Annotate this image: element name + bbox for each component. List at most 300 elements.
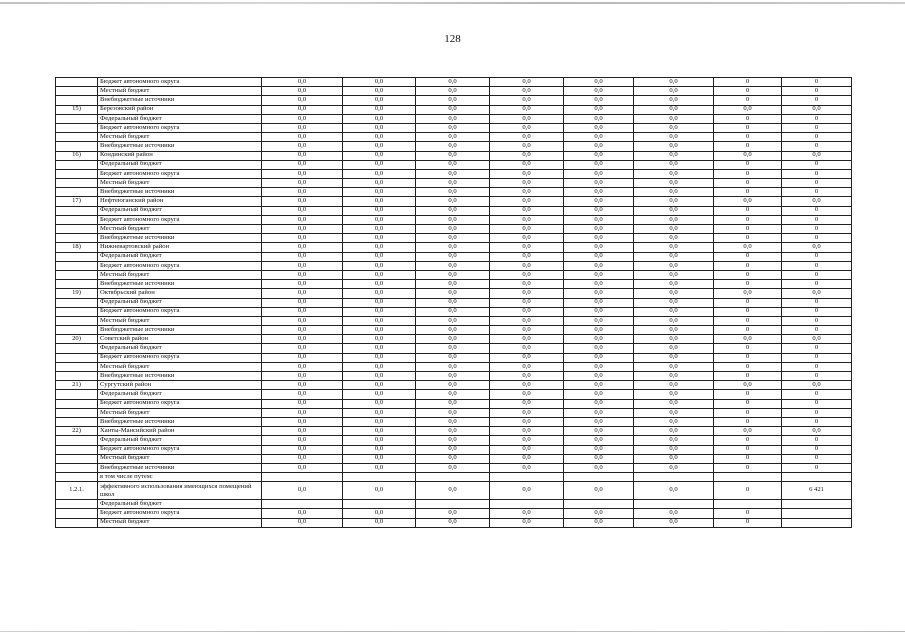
budget-table xyxy=(55,77,852,528)
value-cell: 0 xyxy=(782,123,852,132)
value-cell: 0,0 xyxy=(634,399,714,408)
row-number-cell xyxy=(56,234,98,243)
value-cell: 0,0 xyxy=(782,105,852,114)
value-cell: 0,0 xyxy=(564,215,634,224)
value-cell: 0,0 xyxy=(634,179,714,188)
value-cell: 0,0 xyxy=(416,123,490,132)
row-name-cell: Внебюджетные источники xyxy=(98,280,262,289)
value-cell: 0 xyxy=(714,326,782,335)
row-name-cell: Федеральный бюджет xyxy=(98,114,262,123)
row-number-cell xyxy=(56,188,98,197)
value-cell: 0,0 xyxy=(262,482,343,500)
value-cell: 0,0 xyxy=(490,179,564,188)
row-name-cell: Внебюджетные источники xyxy=(98,142,262,151)
value-cell: 0,0 xyxy=(490,114,564,123)
value-cell: 0,0 xyxy=(634,353,714,362)
value-cell: 0,0 xyxy=(564,463,634,472)
table-row xyxy=(56,500,852,509)
value-cell: 0,0 xyxy=(490,243,564,252)
value-cell: 0,0 xyxy=(416,445,490,454)
row-number-cell xyxy=(56,133,98,142)
value-cell: 0,0 xyxy=(490,344,564,353)
value-cell: 0,0 xyxy=(262,518,343,527)
value-cell: 0,0 xyxy=(343,316,416,325)
value-cell: 0,0 xyxy=(343,326,416,335)
value-cell: 0,0 xyxy=(634,454,714,463)
value-cell: 0,0 xyxy=(634,105,714,114)
table-row xyxy=(56,197,852,206)
row-number-cell xyxy=(56,316,98,325)
value-cell: 0,0 xyxy=(564,270,634,279)
table-row xyxy=(56,206,852,215)
value-cell: 0,0 xyxy=(634,408,714,417)
value-cell: 0,0 xyxy=(262,445,343,454)
value-cell: 0 xyxy=(782,326,852,335)
value-cell: 0,0 xyxy=(564,362,634,371)
value-cell: 0,0 xyxy=(564,206,634,215)
value-cell: 0 xyxy=(714,78,782,87)
value-cell: 0,0 xyxy=(262,353,343,362)
table-row xyxy=(56,261,852,270)
value-cell: 0,0 xyxy=(634,96,714,105)
value-cell: 0,0 xyxy=(262,463,343,472)
value-cell: 0 xyxy=(714,188,782,197)
value-cell: 0,0 xyxy=(262,408,343,417)
value-cell: 0,0 xyxy=(634,372,714,381)
value-cell: 0,0 xyxy=(416,344,490,353)
value-cell: 6 421 xyxy=(782,482,852,500)
value-cell: 0,0 xyxy=(416,298,490,307)
value-cell: 0,0 xyxy=(343,509,416,518)
value-cell: 0,0 xyxy=(634,206,714,215)
value-cell: 0,0 xyxy=(343,105,416,114)
row-number-cell xyxy=(56,436,98,445)
value-cell: 0,0 xyxy=(343,353,416,362)
value-cell: 0,0 xyxy=(416,518,490,527)
value-cell: 0 xyxy=(714,215,782,224)
row-number-cell xyxy=(56,169,98,178)
value-cell: 0,0 xyxy=(343,234,416,243)
row-name-cell: Бюджет автономного округа xyxy=(98,123,262,132)
value-cell: 0,0 xyxy=(490,270,564,279)
value-cell: 0,0 xyxy=(262,344,343,353)
row-number-cell: 16) xyxy=(56,151,98,160)
value-cell: 0,0 xyxy=(262,197,343,206)
value-cell: 0,0 xyxy=(634,133,714,142)
value-cell: 0,0 xyxy=(564,280,634,289)
value-cell: 0,0 xyxy=(343,87,416,96)
row-number-cell: 22) xyxy=(56,427,98,436)
row-number-cell xyxy=(56,445,98,454)
value-cell: 0,0 xyxy=(490,87,564,96)
row-number-cell xyxy=(56,509,98,518)
value-cell: 0 xyxy=(714,280,782,289)
table-row xyxy=(56,151,852,160)
row-name-cell: Местный бюджет xyxy=(98,270,262,279)
value-cell: 0,0 xyxy=(782,151,852,160)
value-cell: 0,0 xyxy=(634,509,714,518)
value-cell: 0,0 xyxy=(416,105,490,114)
table-row xyxy=(56,390,852,399)
value-cell xyxy=(416,473,490,482)
row-name-cell: Бюджет автономного округа xyxy=(98,215,262,224)
row-name-cell: Ханты-Мансийский район xyxy=(98,427,262,436)
value-cell: 0,0 xyxy=(490,197,564,206)
row-number-cell xyxy=(56,215,98,224)
value-cell xyxy=(262,473,343,482)
value-cell: 0,0 xyxy=(490,372,564,381)
value-cell: 0 xyxy=(782,225,852,234)
value-cell: 0,0 xyxy=(490,436,564,445)
row-name-cell: Местный бюджет xyxy=(98,225,262,234)
value-cell: 0,0 xyxy=(262,123,343,132)
value-cell: 0,0 xyxy=(490,307,564,316)
value-cell: 0,0 xyxy=(262,509,343,518)
row-number-cell xyxy=(56,390,98,399)
row-name-cell: Бюджет автономного округа xyxy=(98,445,262,454)
value-cell: 0,0 xyxy=(564,436,634,445)
table-row xyxy=(56,160,852,169)
value-cell: 0,0 xyxy=(262,206,343,215)
row-number-cell xyxy=(56,463,98,472)
value-cell: 0,0 xyxy=(490,390,564,399)
value-cell: 0,0 xyxy=(490,252,564,261)
row-name-cell: Федеральный бюджет xyxy=(98,252,262,261)
value-cell: 0,0 xyxy=(343,289,416,298)
table-row xyxy=(56,436,852,445)
value-cell: 0,0 xyxy=(634,390,714,399)
value-cell: 0,0 xyxy=(343,335,416,344)
row-name-cell: Местный бюджет xyxy=(98,316,262,325)
value-cell: 0 xyxy=(782,114,852,123)
value-cell: 0 xyxy=(782,133,852,142)
table-row xyxy=(56,509,852,518)
value-cell: 0,0 xyxy=(634,362,714,371)
value-cell: 0,0 xyxy=(634,234,714,243)
row-name-cell: эффективного использования имеющихся помещений школ xyxy=(98,482,262,500)
row-name-cell: Бюджет автономного округа xyxy=(98,261,262,270)
value-cell: 0,0 xyxy=(634,417,714,426)
table-row xyxy=(56,454,852,463)
value-cell: 0 xyxy=(782,78,852,87)
value-cell: 0,0 xyxy=(634,243,714,252)
value-cell: 0,0 xyxy=(343,518,416,527)
value-cell: 0,0 xyxy=(343,169,416,178)
value-cell: 0 xyxy=(782,96,852,105)
value-cell: 0,0 xyxy=(416,335,490,344)
value-cell: 0,0 xyxy=(634,261,714,270)
value-cell: 0,0 xyxy=(416,390,490,399)
value-cell: 0,0 xyxy=(262,417,343,426)
value-cell: 0,0 xyxy=(634,518,714,527)
value-cell: 0,0 xyxy=(343,399,416,408)
value-cell: 0,0 xyxy=(416,215,490,224)
row-number-cell xyxy=(56,179,98,188)
value-cell: 0,0 xyxy=(262,234,343,243)
row-name-cell: Местный бюджет xyxy=(98,518,262,527)
value-cell: 0,0 xyxy=(343,96,416,105)
value-cell: 0,0 xyxy=(262,133,343,142)
value-cell: 0 xyxy=(782,280,852,289)
value-cell: 0,0 xyxy=(343,344,416,353)
row-name-cell: Бюджет автономного округа xyxy=(98,509,262,518)
row-name-cell: в том числе путем: xyxy=(98,473,262,482)
value-cell: 0,0 xyxy=(343,381,416,390)
row-number-cell xyxy=(56,261,98,270)
value-cell: 0,0 xyxy=(490,169,564,178)
value-cell: 0,0 xyxy=(564,105,634,114)
value-cell: 0,0 xyxy=(262,307,343,316)
value-cell xyxy=(782,509,852,518)
value-cell: 0,0 xyxy=(634,344,714,353)
row-name-cell: Местный бюджет xyxy=(98,133,262,142)
value-cell: 0,0 xyxy=(634,289,714,298)
value-cell: 0,0 xyxy=(262,381,343,390)
value-cell: 0 xyxy=(714,408,782,417)
budget-table-body xyxy=(56,78,852,528)
value-cell: 0,0 xyxy=(564,169,634,178)
value-cell: 0,0 xyxy=(262,436,343,445)
value-cell: 0,0 xyxy=(343,114,416,123)
value-cell: 0 xyxy=(714,133,782,142)
value-cell: 0,0 xyxy=(490,326,564,335)
value-cell: 0,0 xyxy=(343,197,416,206)
value-cell: 0,0 xyxy=(343,417,416,426)
row-name-cell: Внебюджетные источники xyxy=(98,326,262,335)
page-number: 128 xyxy=(444,33,461,45)
value-cell xyxy=(490,500,564,509)
value-cell: 0 xyxy=(714,372,782,381)
row-name-cell: Местный бюджет xyxy=(98,454,262,463)
value-cell: 0 xyxy=(714,179,782,188)
scan-edge-top xyxy=(0,2,905,4)
value-cell: 0,0 xyxy=(343,160,416,169)
value-cell: 0,0 xyxy=(262,243,343,252)
value-cell: 0,0 xyxy=(564,96,634,105)
table-row xyxy=(56,225,852,234)
value-cell: 0,0 xyxy=(490,399,564,408)
row-name-cell: Внебюджетные источники xyxy=(98,96,262,105)
value-cell: 0 xyxy=(714,160,782,169)
value-cell: 0 xyxy=(714,225,782,234)
value-cell: 0 xyxy=(782,252,852,261)
value-cell: 0 xyxy=(714,234,782,243)
value-cell: 0,0 xyxy=(490,78,564,87)
value-cell: 0,0 xyxy=(714,335,782,344)
value-cell: 0,0 xyxy=(416,307,490,316)
value-cell: 0,0 xyxy=(782,243,852,252)
row-name-cell: Федеральный бюджет xyxy=(98,298,262,307)
row-name-cell: Березовский район xyxy=(98,105,262,114)
value-cell: 0,0 xyxy=(634,482,714,500)
value-cell: 0,0 xyxy=(714,289,782,298)
value-cell: 0,0 xyxy=(343,270,416,279)
value-cell: 0,0 xyxy=(564,445,634,454)
row-number-cell xyxy=(56,372,98,381)
value-cell: 0,0 xyxy=(564,123,634,132)
value-cell: 0,0 xyxy=(343,362,416,371)
table-row xyxy=(56,344,852,353)
value-cell: 0 xyxy=(782,445,852,454)
value-cell: 0,0 xyxy=(634,307,714,316)
table-row xyxy=(56,188,852,197)
value-cell: 0,0 xyxy=(490,518,564,527)
value-cell: 0,0 xyxy=(634,280,714,289)
row-number-cell xyxy=(56,326,98,335)
value-cell: 0 xyxy=(714,399,782,408)
value-cell: 0,0 xyxy=(262,215,343,224)
value-cell: 0 xyxy=(782,261,852,270)
value-cell: 0,0 xyxy=(262,362,343,371)
table-row xyxy=(56,142,852,151)
table-row xyxy=(56,427,852,436)
row-number-cell xyxy=(56,362,98,371)
row-name-cell: Федеральный бюджет xyxy=(98,436,262,445)
value-cell: 0 xyxy=(714,353,782,362)
table-row xyxy=(56,417,852,426)
value-cell: 0,0 xyxy=(634,160,714,169)
value-cell: 0,0 xyxy=(564,344,634,353)
value-cell xyxy=(714,500,782,509)
value-cell: 0,0 xyxy=(343,123,416,132)
value-cell: 0,0 xyxy=(416,316,490,325)
table-row xyxy=(56,234,852,243)
value-cell: 0,0 xyxy=(262,169,343,178)
row-number-cell xyxy=(56,518,98,527)
table-row xyxy=(56,381,852,390)
value-cell: 0 xyxy=(782,270,852,279)
value-cell: 0,0 xyxy=(416,188,490,197)
value-cell: 0,0 xyxy=(343,206,416,215)
value-cell: 0 xyxy=(782,160,852,169)
value-cell: 0,0 xyxy=(564,316,634,325)
row-name-cell: Нижневартовский район xyxy=(98,243,262,252)
value-cell xyxy=(564,500,634,509)
value-cell xyxy=(416,500,490,509)
value-cell: 0,0 xyxy=(564,142,634,151)
table-row xyxy=(56,179,852,188)
value-cell: 0,0 xyxy=(262,326,343,335)
value-cell: 0 xyxy=(714,390,782,399)
value-cell: 0,0 xyxy=(634,78,714,87)
table-row xyxy=(56,362,852,371)
row-name-cell: Местный бюджет xyxy=(98,408,262,417)
value-cell: 0,0 xyxy=(634,381,714,390)
value-cell: 0 xyxy=(714,252,782,261)
value-cell: 0,0 xyxy=(564,78,634,87)
value-cell: 0,0 xyxy=(490,142,564,151)
value-cell: 0 xyxy=(782,307,852,316)
row-number-cell: 20) xyxy=(56,335,98,344)
value-cell: 0,0 xyxy=(564,417,634,426)
value-cell: 0,0 xyxy=(416,151,490,160)
value-cell: 0,0 xyxy=(564,427,634,436)
value-cell: 0,0 xyxy=(564,179,634,188)
value-cell: 0,0 xyxy=(714,427,782,436)
value-cell: 0,0 xyxy=(564,234,634,243)
row-number-cell xyxy=(56,270,98,279)
value-cell: 0,0 xyxy=(490,151,564,160)
value-cell: 0 xyxy=(714,436,782,445)
value-cell xyxy=(714,473,782,482)
value-cell: 0,0 xyxy=(416,206,490,215)
value-cell: 0,0 xyxy=(564,509,634,518)
value-cell: 0,0 xyxy=(490,353,564,362)
value-cell: 0,0 xyxy=(564,151,634,160)
value-cell: 0,0 xyxy=(634,326,714,335)
value-cell: 0,0 xyxy=(782,381,852,390)
value-cell: 0 xyxy=(782,463,852,472)
value-cell: 0,0 xyxy=(416,197,490,206)
value-cell: 0,0 xyxy=(490,427,564,436)
value-cell: 0,0 xyxy=(343,298,416,307)
value-cell: 0,0 xyxy=(490,381,564,390)
value-cell: 0,0 xyxy=(416,482,490,500)
row-name-cell: Нефтеюганский район xyxy=(98,197,262,206)
row-number-cell xyxy=(56,123,98,132)
row-number-cell xyxy=(56,96,98,105)
value-cell: 0,0 xyxy=(490,335,564,344)
table-row xyxy=(56,316,852,325)
value-cell: 0,0 xyxy=(416,252,490,261)
row-number-cell xyxy=(56,160,98,169)
value-cell: 0,0 xyxy=(343,243,416,252)
value-cell: 0,0 xyxy=(343,408,416,417)
value-cell: 0 xyxy=(782,417,852,426)
value-cell: 0,0 xyxy=(490,160,564,169)
table-row xyxy=(56,408,852,417)
value-cell: 0,0 xyxy=(564,252,634,261)
row-name-cell: Внебюджетные источники xyxy=(98,463,262,472)
value-cell: 0,0 xyxy=(343,188,416,197)
row-number-cell xyxy=(56,344,98,353)
row-number-cell xyxy=(56,298,98,307)
value-cell: 0 xyxy=(714,463,782,472)
value-cell: 0 xyxy=(782,316,852,325)
value-cell: 0,0 xyxy=(490,188,564,197)
row-name-cell: Внебюджетные источники xyxy=(98,188,262,197)
row-number-cell: 15) xyxy=(56,105,98,114)
value-cell: 0,0 xyxy=(262,270,343,279)
value-cell: 0 xyxy=(782,206,852,215)
value-cell: 0,0 xyxy=(714,105,782,114)
table-row xyxy=(56,463,852,472)
value-cell: 0,0 xyxy=(634,169,714,178)
value-cell: 0,0 xyxy=(262,289,343,298)
value-cell: 0,0 xyxy=(262,114,343,123)
value-cell: 0,0 xyxy=(490,105,564,114)
value-cell: 0,0 xyxy=(416,280,490,289)
value-cell: 0,0 xyxy=(416,509,490,518)
row-number-cell xyxy=(56,114,98,123)
value-cell: 0,0 xyxy=(564,381,634,390)
value-cell: 0,0 xyxy=(416,454,490,463)
value-cell: 0,0 xyxy=(416,225,490,234)
table-row xyxy=(56,353,852,362)
value-cell: 0,0 xyxy=(490,445,564,454)
value-cell: 0,0 xyxy=(343,307,416,316)
value-cell: 0,0 xyxy=(262,261,343,270)
value-cell: 0,0 xyxy=(262,87,343,96)
value-cell: 0,0 xyxy=(416,353,490,362)
value-cell: 0 xyxy=(782,353,852,362)
value-cell: 0 xyxy=(782,188,852,197)
value-cell: 0,0 xyxy=(343,445,416,454)
value-cell: 0 xyxy=(714,123,782,132)
row-name-cell: Бюджет автономного округа xyxy=(98,353,262,362)
value-cell: 0 xyxy=(714,454,782,463)
row-number-cell: 18) xyxy=(56,243,98,252)
